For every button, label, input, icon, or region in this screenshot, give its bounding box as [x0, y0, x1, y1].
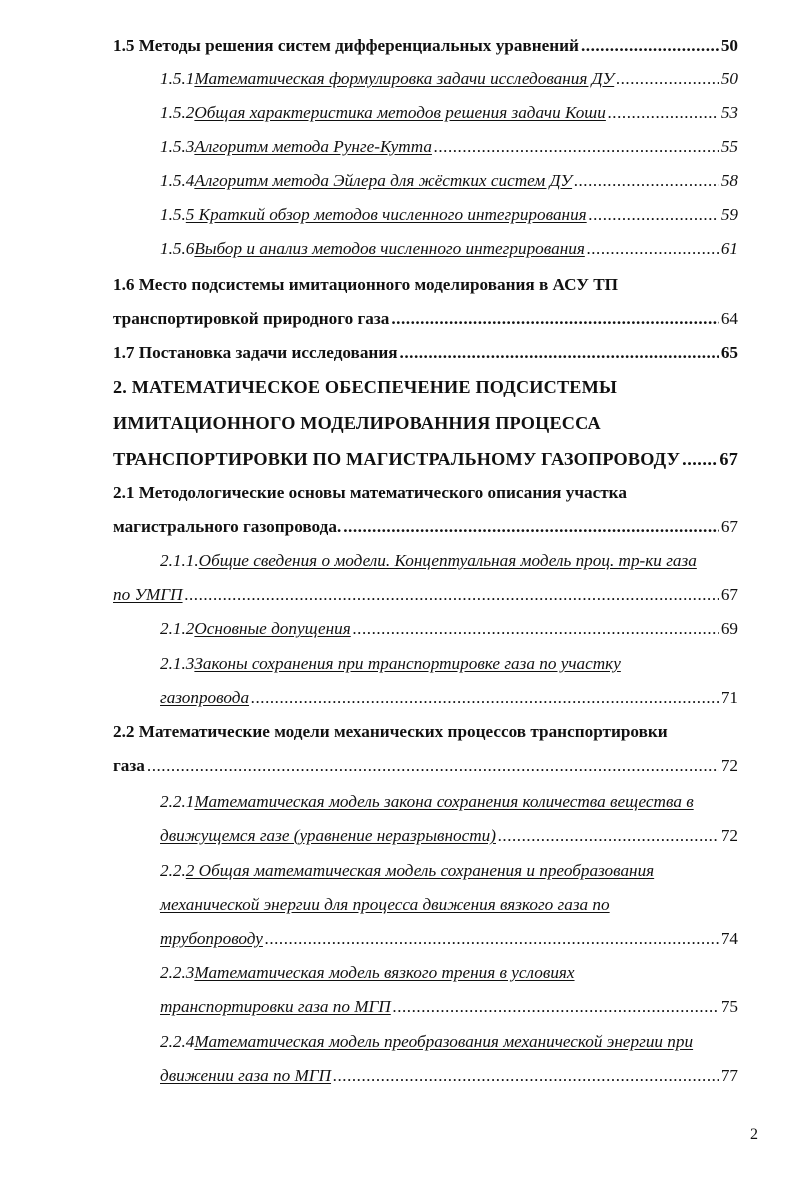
leader-dots	[265, 928, 719, 950]
toc-page: 77	[720, 1066, 738, 1085]
toc-entry-2-2-line1[interactable]	[113, 721, 738, 743]
toc-title: ИМИТАЦИОННОГО МОДЕЛИРОВАННИЯ ПРОЦЕССА	[113, 413, 601, 433]
toc-number: 2.2.	[160, 861, 186, 880]
leader-dots	[587, 238, 719, 260]
toc-link[interactable]: Алгоритм метода Эйлера для жёстких систем ДУ	[194, 171, 573, 190]
toc-link[interactable]: движении газа по МГП	[160, 1066, 332, 1085]
toc-entry-1-6-line2[interactable]	[113, 308, 738, 330]
toc-page: 58	[720, 171, 738, 190]
toc-entry-1-5-6[interactable]	[160, 238, 738, 260]
toc-link[interactable]: Математическая модель преобразования механической энергии при	[194, 1032, 694, 1051]
toc-number: 2.2.3	[160, 963, 195, 982]
toc-title: транспортировкой природного газа	[113, 309, 390, 328]
toc-title: 2.1 Методологические основы математического описания участка	[113, 483, 627, 502]
leader-dots	[343, 516, 719, 538]
toc-entry-2-1-1-line1[interactable]	[160, 550, 756, 572]
toc-entry-2-1-2[interactable]	[160, 618, 738, 640]
toc-entry-1-5-3[interactable]	[160, 136, 738, 158]
toc-link[interactable]: Математическая формулировка задачи исследования ДУ	[194, 69, 615, 88]
toc-chapter-2-line2[interactable]	[113, 412, 738, 434]
toc-title: 2. МАТЕМАТИЧЕСКОЕ ОБЕСПЕЧЕНИЕ ПОДСИСТЕМЫ	[113, 377, 618, 397]
leader-dots	[393, 996, 719, 1018]
toc-entry-2-2-3-line1[interactable]	[160, 962, 738, 984]
toc-entry-1-5-1[interactable]	[160, 68, 738, 90]
toc-title: 1.6 Место подсистемы имитационного моделирования в АСУ ТП	[113, 275, 619, 294]
toc-page: 50	[720, 69, 738, 88]
toc-page: 69	[720, 619, 738, 638]
leader-dots	[391, 308, 718, 330]
toc-entry-2-2-2-line3[interactable]	[160, 928, 738, 950]
toc-title: 1.7 Постановка задачи исследования	[113, 343, 398, 362]
leader-dots	[251, 687, 719, 709]
toc-number: 1.5.6	[160, 239, 195, 258]
toc-entry-2-1-line2[interactable]	[113, 516, 738, 538]
toc-entry-1-6-line1[interactable]	[113, 274, 738, 296]
toc-entry-2-1-line1[interactable]	[113, 482, 738, 504]
toc-entry-1-5-5[interactable]	[160, 204, 738, 226]
toc-title: ТРАНСПОРТИРОВКИ ПО МАГИСТРАЛЬНОМУ ГАЗОПРОВОДУ	[113, 449, 681, 469]
toc-number: 2.1.2	[160, 619, 195, 638]
toc-number: 1.5.2	[160, 103, 195, 122]
page-number: 2	[750, 1126, 758, 1143]
toc-link[interactable]: 2 Общая математическая модель сохранения и преобразования	[185, 861, 655, 880]
toc-link[interactable]: газопровода	[160, 688, 250, 707]
leader-dots	[353, 618, 719, 640]
toc-entry-2-1-1-line2[interactable]	[113, 584, 738, 606]
toc-link[interactable]: движущемся газе (уравнение неразрывности)	[160, 826, 496, 845]
toc-entry-1-5-4[interactable]	[160, 170, 738, 192]
leader-dots	[400, 342, 719, 364]
toc-link[interactable]: Общая характеристика методов решения задачи Коши	[194, 103, 606, 122]
toc-page: 50	[720, 36, 738, 55]
toc-link[interactable]: 5 Краткий обзор методов численного интегрирования	[185, 205, 587, 224]
toc-chapter-2-line3[interactable]	[113, 448, 738, 470]
toc-page: 67	[719, 449, 738, 469]
leader-dots	[574, 170, 719, 192]
toc-link[interactable]: Основные допущения	[194, 619, 351, 638]
toc-link[interactable]: Законы сохранения при транспортировке газа по участку	[194, 654, 621, 673]
toc-entry-2-2-2-line1[interactable]	[160, 860, 738, 882]
leader-dots	[616, 68, 719, 90]
toc-page: 64	[720, 309, 738, 328]
toc-page: 61	[720, 239, 738, 258]
toc-link[interactable]: Математическая модель вязкого трения в условиях	[194, 963, 575, 982]
toc-number: 1.5.	[160, 205, 186, 224]
toc-entry-2-1-3-line2[interactable]	[160, 687, 738, 709]
toc-entry-1-7[interactable]	[113, 342, 738, 364]
leader-dots	[147, 755, 719, 777]
leader-dots	[589, 204, 719, 226]
toc-entry-2-2-1-line2[interactable]	[160, 825, 738, 847]
leader-dots	[185, 584, 719, 606]
toc-link[interactable]: Алгоритм метода Рунге-Кутта	[194, 137, 432, 156]
toc-title: 1.5 Методы решения систем дифференциальных уравнений	[113, 36, 579, 55]
toc-page: 75	[720, 997, 738, 1016]
toc-title: магистрального газопровода.	[113, 517, 342, 536]
toc-entry-2-2-2-line2[interactable]	[160, 894, 738, 916]
toc-entry-2-2-4-line1[interactable]	[160, 1031, 756, 1053]
toc-page: 72	[720, 756, 738, 775]
toc-page: 65	[720, 343, 738, 362]
toc-link[interactable]: механической энергии для процесса движения вязкого газа по	[160, 895, 610, 914]
toc-page: 74	[720, 929, 738, 948]
toc-link[interactable]: транспортировки газа по МГП	[160, 997, 391, 1016]
toc-entry-2-2-4-line2[interactable]	[160, 1065, 738, 1087]
toc-chapter-2-line1[interactable]	[113, 376, 738, 398]
toc-entry-2-1-3-line1[interactable]	[160, 653, 738, 675]
toc-number: 1.5.4	[160, 171, 195, 190]
leader-dots	[498, 825, 719, 847]
leader-dots	[333, 1065, 719, 1087]
toc-link[interactable]: по УМГП	[113, 585, 183, 604]
toc-link[interactable]: Математическая модель закона сохранения количества вещества в	[194, 792, 694, 811]
toc-page: 59	[720, 205, 738, 224]
toc-entry-1-5-2[interactable]	[160, 102, 738, 124]
toc-entry-2-2-1-line1[interactable]	[160, 791, 756, 813]
toc-entry-1-5[interactable]	[113, 35, 738, 57]
toc-page: 67	[720, 585, 738, 604]
toc-page: 53	[720, 103, 738, 122]
toc-link[interactable]: Общие сведения о модели. Концептуальная модель проц. тр-ки газа	[198, 551, 697, 570]
leader-dots	[608, 102, 719, 124]
toc-entry-2-2-line2[interactable]	[113, 755, 738, 777]
leader-dots	[581, 35, 719, 57]
toc-link[interactable]: Выбор и анализ методов численного интегрирования	[194, 239, 585, 258]
toc-number: 2.2.4	[160, 1032, 195, 1051]
toc-page: 71	[720, 688, 738, 707]
toc-number: 2.1.3	[160, 654, 195, 673]
toc-page: 72	[720, 826, 738, 845]
toc-entry-2-2-3-line2[interactable]	[160, 996, 738, 1018]
toc-title: газа	[113, 756, 145, 775]
toc-number: 2.2.1	[160, 792, 195, 811]
toc-number: 1.5.3	[160, 137, 195, 156]
leader-dots	[682, 448, 717, 470]
leader-dots	[434, 136, 719, 158]
toc-page: 55	[720, 137, 738, 156]
toc-number: 2.1.1.	[160, 551, 199, 570]
toc-title: 2.2 Математические модели механических процессов транспортировки	[113, 722, 668, 741]
toc-number: 1.5.1	[160, 69, 195, 88]
toc-page: 67	[720, 517, 738, 536]
toc-link[interactable]: трубопроводу	[160, 929, 263, 948]
